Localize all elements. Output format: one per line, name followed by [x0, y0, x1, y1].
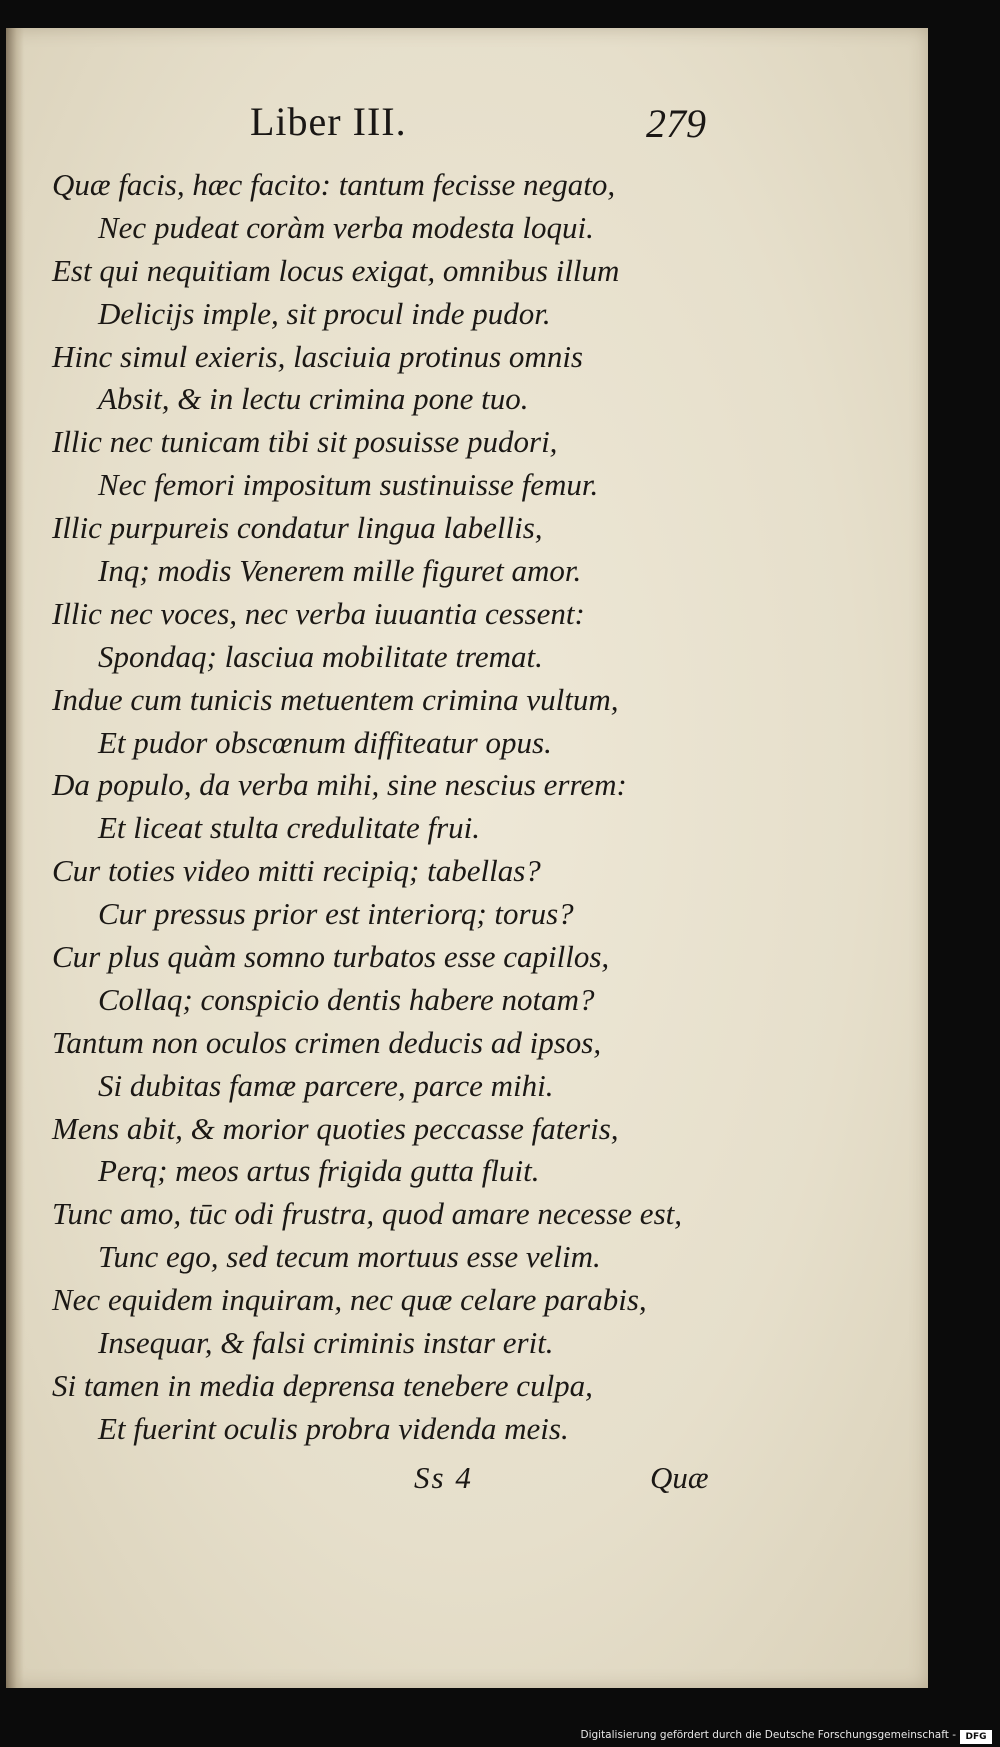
verse-line: Indue cum tunicis metuentem crimina vultum,	[52, 681, 619, 717]
verse-line: Et pudor obscœnum diffiteatur opus.	[98, 724, 552, 760]
verse-line: Hinc simul exieris, lasciuia protinus omnis	[52, 338, 583, 374]
verse-line: Nec equidem inquiram, nec quæ celare parabis,	[52, 1282, 647, 1318]
funding-credit: Digitalisierung gefördert durch die Deutsche Forschungsgemeinschaft -	[580, 1729, 956, 1741]
verse-line: Cur toties video mitti recipiq; tabellas?	[52, 853, 541, 889]
verse-line: Insequar, & falsi criminis instar erit.	[98, 1325, 554, 1361]
verse-line: Si tamen in media deprensa tenebere culpa,	[52, 1367, 593, 1403]
verse-line: Perq; meos artus frigida gutta fluit.	[98, 1153, 540, 1189]
verse-line: Illic nec voces, nec verba iuuantia cessent:	[52, 595, 585, 631]
verse-line: Tunc ego, sed tecum mortuus esse velim.	[98, 1239, 601, 1275]
running-head: Liber III.	[250, 99, 407, 144]
catchword: Quæ	[650, 1460, 709, 1495]
verse-line: Et liceat stulta credulitate frui.	[98, 810, 480, 846]
verse-line: Da populo, da verba mihi, sine nescius errem:	[52, 767, 627, 803]
page-number: 279	[646, 101, 706, 146]
verse-line: Cur plus quàm somno turbatos esse capillos,	[52, 939, 610, 975]
dfg-logo-icon: DFG	[960, 1730, 992, 1744]
verse-block	[6, 164, 928, 1451]
verse-line: Illic purpureis condatur lingua labellis,	[52, 510, 543, 546]
verse-line: Nec pudeat coràm verba modesta loqui.	[98, 209, 594, 245]
verse-line: Quæ facis, hæc facito: tantum fecisse negato,	[52, 167, 616, 202]
verse-line: Inq; modis Venerem mille figuret amor.	[98, 553, 582, 589]
verse-line: Tunc amo, tūc odi frustra, quod amare necesse est,	[52, 1196, 682, 1232]
verse-line: Et fuerint oculis probra videnda meis.	[98, 1410, 569, 1446]
verse-line: Spondaq; lasciua mobilitate tremat.	[98, 638, 543, 674]
verse-line: Mens abit, & morior quoties peccasse fateris,	[52, 1110, 619, 1146]
verse-line: Nec femori impositum sustinuisse femur.	[98, 467, 599, 503]
verse-line: Si dubitas famæ parcere, parce mihi.	[98, 1067, 554, 1103]
verse-line: Collaq; conspicio dentis habere notam?	[98, 981, 595, 1017]
verse-line: Illic nec tunicam tibi sit posuisse pudori,	[52, 424, 558, 460]
verse-line: Absit, & in lectu crimina pone tuo.	[98, 381, 529, 417]
verse-line: Delicijs imple, sit procul inde pudor.	[98, 295, 551, 331]
verse-line: Cur pressus prior est interiorq; torus?	[98, 896, 574, 932]
verse-line: Tantum non oculos crimen deducis ad ipsos,	[52, 1024, 602, 1060]
verse-line: Est qui nequitiam locus exigat, omnibus illum	[52, 252, 620, 288]
signature-mark: Ss 4	[414, 1460, 473, 1495]
book-page	[6, 28, 928, 1688]
